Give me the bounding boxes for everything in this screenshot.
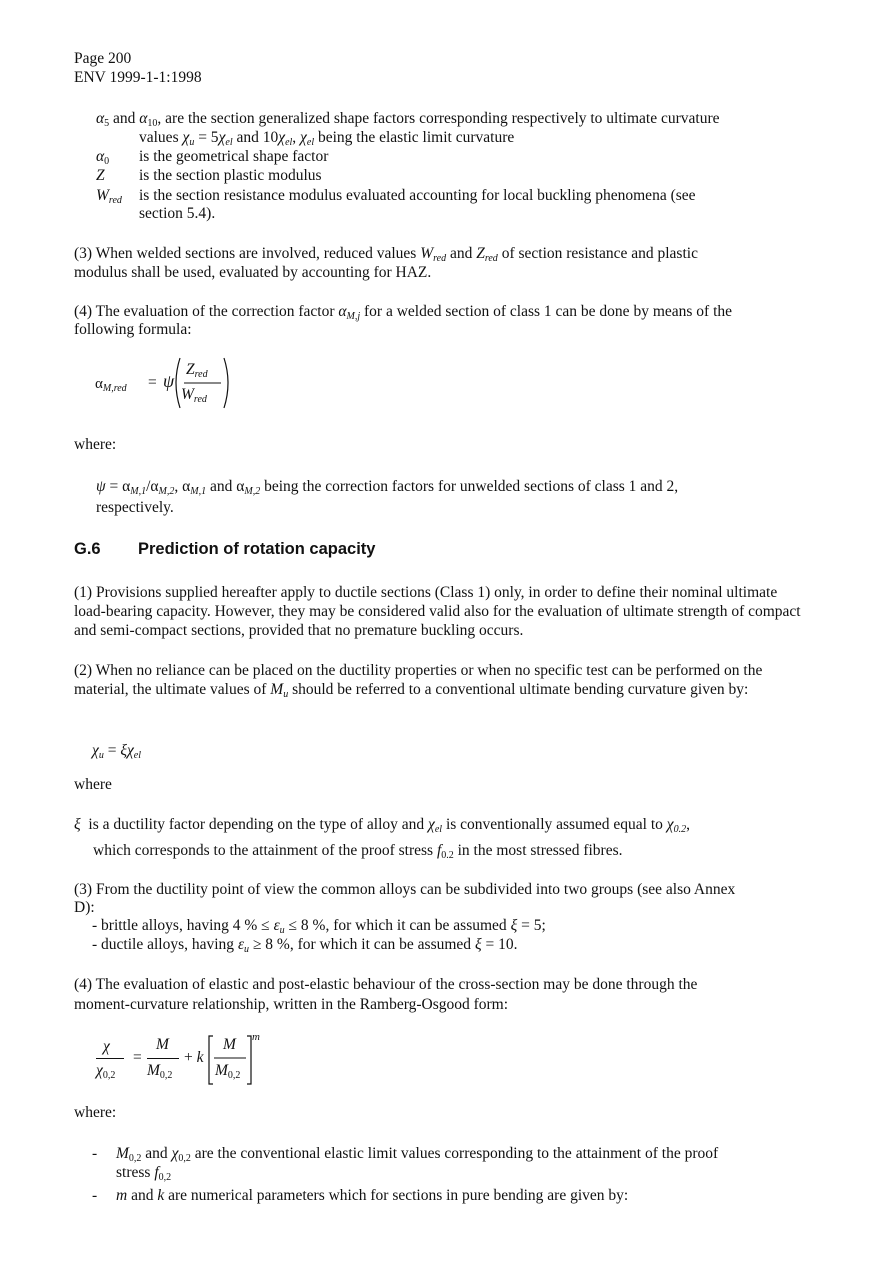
section-title: Prediction of rotation capacity [138, 540, 376, 558]
psi-definition-line2: respectively. [96, 499, 174, 516]
g6-para3-line1: (3) From the ductility point of view the common alloys can be subdivided into two groups (see also Annex [74, 881, 736, 898]
def-alpha0-text: is the geometrical shape factor [139, 148, 329, 165]
def-wred-text: is the section resistance modulus evaluated accounting for local buckling phenomena (see [139, 187, 696, 204]
psi-definition-line1: $\psi = \alpha_{M,1}/\alpha_{M,2}$, $\alpha_{M,1}$ and $\alpha_{M,2}$ being the correction factors for unwelded sections of class 1 and 2, [96, 478, 679, 497]
para3-line2: modulus shall be used, evaluated by accounting for HAZ. [74, 264, 432, 281]
bullet-dash-1: - [92, 1145, 98, 1162]
def-alpha5-line2: values $\chi_u = 5\chi_{el}$ and $10\chi_{el}$, $\chi_{el}$ being the elastic limit curvature [139, 129, 515, 148]
formula-chi-u: $\chi_u = \xi\chi_{el}$ [92, 742, 142, 761]
standard-reference: ENV 1999-1-1:1998 [74, 69, 202, 86]
bullet-dash-2: - [92, 1187, 98, 1204]
def-z-text: is the section plastic modulus [139, 167, 322, 184]
where-label-1: where: [74, 436, 117, 453]
def-wred-text2: section 5.4). [139, 205, 216, 222]
section-number: G.6 [74, 540, 101, 558]
def-alpha0-symbol: $\alpha_0$ [96, 148, 110, 167]
def-alpha5-line1: $\alpha_5$ and $\alpha_{10}$, are the section generalized shape factors corresponding respectively to ultimate curvature [96, 110, 720, 129]
g6-para1: (1) Provisions supplied hereafter apply to ductile sections (Class 1) only, in order to define their nominal ultimate load-bearing capacity. However, they may be considered valid also for the evaluation of ultimate strength of compact and semi-compact sections, provided that no premature buckling occurs. [74, 584, 801, 639]
def-wred-symbol: $W_{red}$ [96, 187, 122, 206]
bullet-2: m and k are numerical parameters which for sections in pure bending are given by: [116, 1187, 629, 1204]
g6-para4-line2: moment-curvature relationship, written in the Ramberg-Osgood form: [74, 996, 509, 1013]
def-z-symbol: Z [96, 167, 105, 184]
bullet-1-line1: $M_{0,2}$ and $\chi_{0,2}$ are the conventional elastic limit values corresponding to the attainment of the proof [116, 1145, 719, 1164]
page-number: Page 200 [74, 50, 132, 67]
ductile-alloys-item: - ductile alloys, having $\varepsilon_u \ge 8$ %, for which it can be assumed ξ = 10. [92, 936, 518, 955]
brittle-alloys-item: - brittle alloys, having 4 % ≤ $\varepsilon_u \le 8$ %, for which it can be assumed ξ = 5; [92, 917, 546, 936]
bullet-1-line2: stress $f_{0,2}$ [116, 1164, 172, 1183]
xi-definition-line2: which corresponds to the attainment of the proof stress $f_{0.2}$ in the most stressed fibres. [93, 842, 623, 861]
g6-para3-line2: D): [74, 899, 95, 916]
para3-line1: (3) When welded sections are involved, reduced values $W_{red}$ and $Z_{red}$ of section resistance and plastic [74, 245, 698, 264]
g6-para2: (2) When no reliance can be placed on the ductility properties or when no specific test can be performed on the material, the ultimate values of $M_u$ should be referred to a conventional ultimate bending curvature given by: [74, 662, 763, 700]
para4-line1: (4) The evaluation of the correction factor $\alpha_{M,j}$ for a welded section of class 1 can be done by means of the [74, 303, 733, 322]
para4-line2: following formula: [74, 321, 192, 338]
xi-definition-line1: ξ is a ductility factor depending on the type of alloy and $\chi_{el}$ is conventionally assumed equal to $\chi_{0.2}$, [74, 816, 690, 835]
g6-para4-line1: (4) The evaluation of elastic and post-elastic behaviour of the cross-section may be done through the [74, 976, 698, 993]
where-label-2: where [74, 776, 112, 793]
where-label-3: where: [74, 1104, 117, 1121]
